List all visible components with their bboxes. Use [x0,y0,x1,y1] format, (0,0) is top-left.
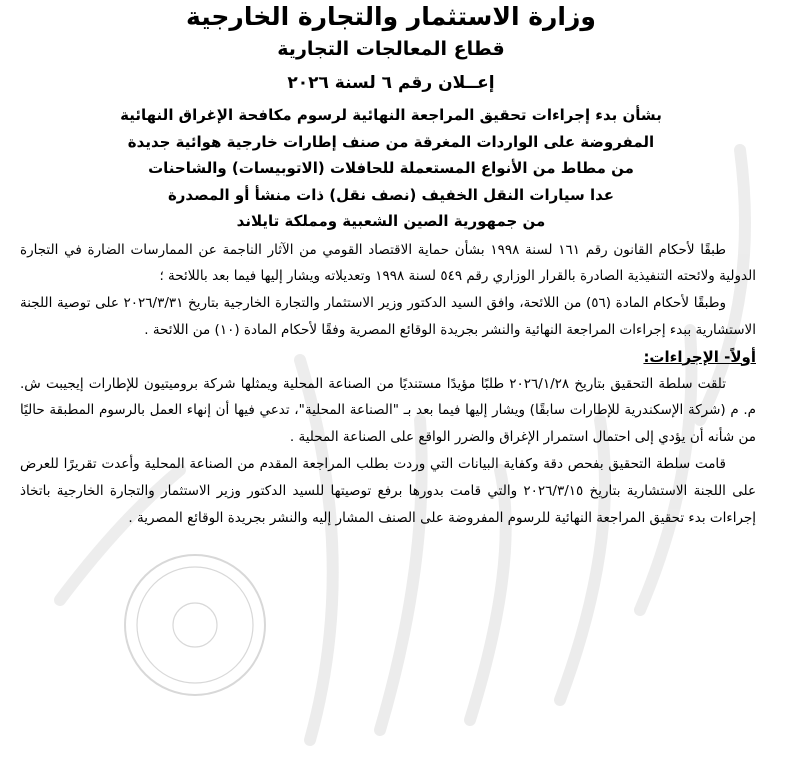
subject-line: من مطاط من الأنواع المستعملة للحافلات (الاتوبيسات) والشاحنات [148,159,634,177]
section-heading [20,344,756,371]
sector-title: قطاع المعالجات التجارية [277,38,505,60]
announcement-subject [20,102,762,235]
subject-line: المفروضة على الواردات المغرقة من صنف إطارات خارجية هوائية جديدة [127,132,655,151]
body-paragraph: تلقت سلطة التحقيق بتاريخ ٢٠٢٦/١/٢٨ طلبًا مؤيدًا مستنديًا من الصناعة المحلية ويمثلها شركة بروميتيون للإطارات إيجيبت ش. م. م (شركة الإسكندرية للإطارات سابقًا) ويشار إليها فيما بعد بـ "الصناعة المحلية"، تدعي فيها أن إنهاء العمل بالرسوم المطبقة حاليًا من شأنه أن يؤدي إلى احتمال استمرار الإغراق والضرر الواقع على الصناعة المحلية . [20,375,756,446]
body-paragraph: وطبقًا لأحكام المادة (٥٦) من اللائحة، وافق السيد الدكتور وزير الاستثمار والتجارة الخارجية بتاريخ ٢٠٢٦/٣/٣١ على توصية اللجنة الاستشارية ببدء إجراءات المراجعة النهائية والنشر بجريدة الوقائع المصرية وفقًا لأحكام المادة (١٠) من اللائحة . [20,295,756,338]
body-paragraph: طبقًا لأحكام القانون رقم ١٦١ لسنة ١٩٩٨ بشأن حماية الاقتصاد القومي من الآثار الناجمة عن الممارسات الضارة في التجارة الدولية ولائحته التنفيذية الصادرة بالقرار الوزاري رقم ٥٤٩ لسنة ١٩٩٨ وتعديلاته ويشار إليها فيما بعد باللائحة ؛ [20,241,756,285]
ministry-title: وزارة الاستثمار والتجارة الخارجية [186,2,596,31]
body-paragraph: قامت سلطة التحقيق بفحص دقة وكفاية البيانات التي وردت بطلب المراجعة المقدم من الصناعة المحلية وأعدت تقريرًا للعرض على اللجنة الاستشارية بتاريخ ٢٠٢٦/٣/١٥ والتي قامت بدورها برفع توصيتها للسيد الدكتور وزير الاستثمار والتجارة الخارجية باتخاذ إجراءات بدء تحقيق المراجعة النهائية للرسوم المفروضة على الصنف المشار إليه والنشر بجريدة الوقائع المصرية . [20,456,756,526]
subject-line: بشأن بدء إجراءات تحقيق المراجعة النهائية لرسوم مكافحة الإغراق النهائية [120,106,662,124]
announcement-body [20,237,762,532]
subject-line: عدا سيارات النقل الخفيف (نصف نقل) ذات منشأ أو المصدرة [167,185,615,204]
announcement-number: إعــلان رقم ٦ لسنة ٢٠٢٦ [287,73,495,93]
document-page [20,0,762,780]
section-heading-text: أولاً- الإجراءات: [643,347,756,366]
subject-line: من جمهورية الصين الشعبية ومملكة تايلاند [236,212,546,230]
